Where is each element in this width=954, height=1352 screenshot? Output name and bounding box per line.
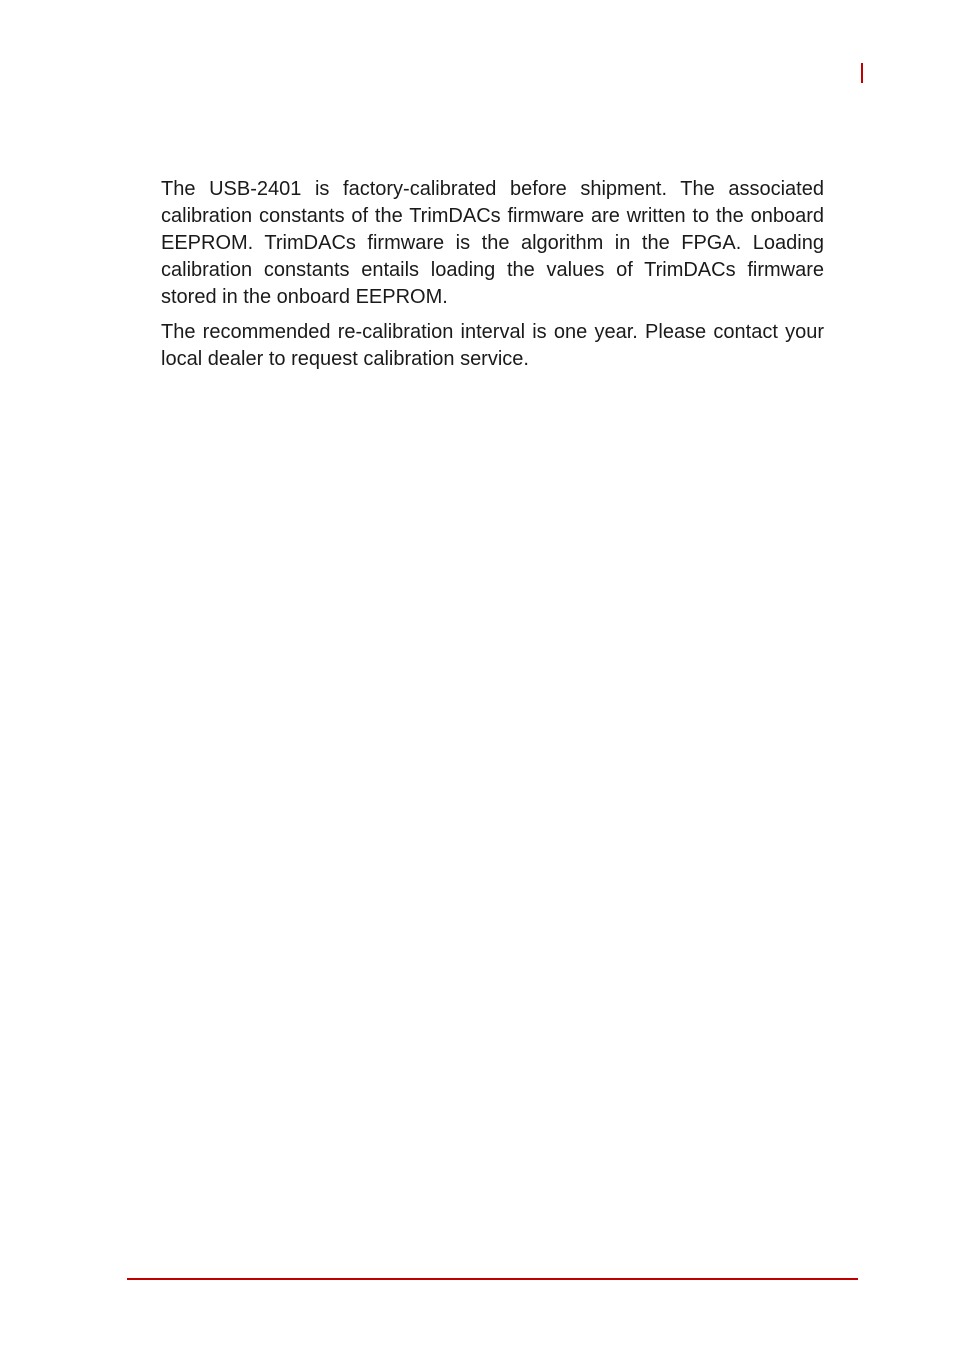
paragraph-recalibration-interval: The recommended re-calibration interval is one year. Please contact your local dealer to request calibration service. (161, 321, 824, 370)
header-marker (861, 63, 863, 83)
footer-rule (127, 1278, 858, 1280)
paragraph-calibration-intro: The USB-2401 is factory-calibrated before shipment. The associated calibration constants of the TrimDACs firmware are written to the onboard EEPROM. TrimDACs firmware is the algorithm in the FPGA. Loading calibration constants entails loading the values of TrimDACs firmware stored in the onboard EEPROM. (161, 178, 824, 308)
document-body (161, 176, 824, 381)
